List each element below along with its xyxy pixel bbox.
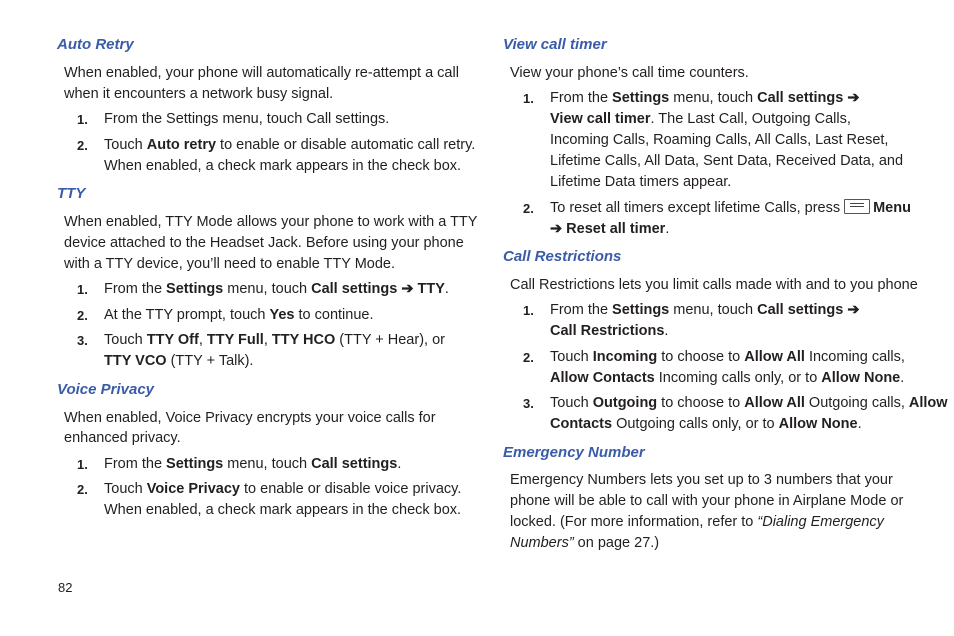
emergency-number-line-3: locked. (For more information, refer to “Dialing Emergency bbox=[510, 514, 884, 530]
call-restrictions-step-1-line-2: Call Restrictions. bbox=[550, 323, 669, 339]
auto-retry-step-2: Touch Auto retry to enable or disable automatic call retry. bbox=[104, 137, 476, 153]
view-call-timer-step-1-line-2: View call timer. The Last Call, Outgoing Calls, bbox=[550, 111, 851, 127]
tty-step-2: At the TTY prompt, touch Yes to continue. bbox=[104, 307, 374, 323]
voice-privacy-intro-line-2: enhanced privacy. bbox=[64, 430, 181, 446]
view-call-timer-step-1-line-4: Lifetime Calls, All Data, Sent Data, Received Data, and bbox=[550, 153, 904, 169]
emergency-number-line-1: Emergency Numbers lets you set up to 3 numbers that your bbox=[510, 472, 893, 488]
tty-intro-line-2: device attached to the Headset Jack. Before using your phone bbox=[64, 235, 464, 251]
tty-step-3: Touch TTY Off, TTY Full, TTY HCO (TTY + Hear), or bbox=[104, 332, 445, 348]
voice-privacy-step-2: Touch Voice Privacy to enable or disable voice privacy. bbox=[104, 481, 462, 497]
call-restrictions-step-2: Touch Incoming to choose to Allow All Incoming calls, bbox=[550, 349, 905, 365]
auto-retry-intro-line-2: when it encounters a network busy signal. bbox=[64, 86, 334, 102]
emergency-number-line-2: phone will be able to call with your phone in Airplane Mode or bbox=[510, 493, 904, 509]
tty-intro-line-3: with a TTY device, you’ll need to enable TTY Mode. bbox=[64, 256, 396, 272]
tty-step-1: From the Settings menu, touch Call settings ➔ TTY. bbox=[104, 281, 449, 297]
call-restrictions-step-3-line-2: Contacts Outgoing calls only, or to Allow None. bbox=[550, 416, 862, 432]
view-call-timer-step-2-line-2: ➔ Reset all timer. bbox=[550, 221, 670, 237]
step-number: 3. bbox=[523, 396, 534, 411]
section-heading-voice-privacy: Voice Privacy bbox=[57, 381, 155, 398]
call-restrictions-step-3: Touch Outgoing to choose to Allow All Outgoing calls, Allow bbox=[550, 395, 948, 411]
auto-retry-step-2-line-2: When enabled, a check mark appears in the check box. bbox=[104, 158, 462, 174]
step-number: 2. bbox=[77, 482, 88, 497]
view-call-timer-step-1-line-5: Lifetime Data timers appear. bbox=[550, 174, 732, 190]
section-heading-view-call-timer: View call timer bbox=[503, 36, 607, 53]
step-number: 1. bbox=[77, 282, 88, 297]
auto-retry-step-1: From the Settings menu, touch Call settings. bbox=[104, 111, 390, 127]
cross-reference-link-cont[interactable]: Numbers” bbox=[510, 535, 574, 551]
step-number: 1. bbox=[523, 91, 534, 106]
voice-privacy-step-2-line-2: When enabled, a check mark appears in the check box. bbox=[104, 502, 462, 518]
call-restrictions-step-1: From the Settings menu, touch Call settings ➔ bbox=[550, 302, 860, 318]
menu-key-icon bbox=[844, 199, 870, 214]
step-number: 2. bbox=[77, 138, 88, 153]
step-number: 2. bbox=[523, 350, 534, 365]
view-call-timer-step-1-line-3: Incoming Calls, Roaming Calls, All Calls, Last Reset, bbox=[550, 132, 889, 148]
section-heading-emergency-number: Emergency Number bbox=[503, 444, 645, 461]
call-restrictions-step-2-line-2: Allow Contacts Incoming calls only, or to Allow None. bbox=[550, 370, 905, 386]
section-heading-call-restrictions: Call Restrictions bbox=[503, 248, 622, 265]
step-number: 2. bbox=[77, 308, 88, 323]
step-number: 3. bbox=[77, 333, 88, 348]
section-heading-tty: TTY bbox=[57, 185, 86, 202]
step-number: 1. bbox=[523, 303, 534, 318]
voice-privacy-intro-line-1: When enabled, Voice Privacy encrypts your voice calls for bbox=[64, 410, 436, 426]
view-call-timer-step-2: To reset all timers except lifetime Calls, press Menu bbox=[550, 200, 911, 216]
view-call-timer-step-1: From the Settings menu, touch Call settings ➔ bbox=[550, 90, 860, 106]
step-number: 1. bbox=[77, 112, 88, 127]
voice-privacy-step-1: From the Settings menu, touch Call settings. bbox=[104, 456, 402, 472]
tty-step-3-line-2: TTY VCO (TTY + Talk). bbox=[104, 353, 254, 369]
auto-retry-intro-line-1: When enabled, your phone will automatically re-attempt a call bbox=[64, 65, 459, 81]
view-call-timer-intro: View your phone’s call time counters. bbox=[510, 65, 749, 81]
step-number: 2. bbox=[523, 201, 534, 216]
section-heading-auto-retry: Auto Retry bbox=[57, 36, 134, 53]
call-restrictions-intro: Call Restrictions lets you limit calls made with and to you phone bbox=[510, 277, 918, 293]
step-number: 1. bbox=[77, 457, 88, 472]
page-number: 82 bbox=[58, 580, 73, 595]
emergency-number-line-4: Numbers” on page 27.) bbox=[510, 535, 660, 551]
cross-reference-link[interactable]: “Dialing Emergency bbox=[757, 514, 884, 530]
tty-intro-line-1: When enabled, TTY Mode allows your phone to work with a TTY bbox=[64, 214, 478, 230]
